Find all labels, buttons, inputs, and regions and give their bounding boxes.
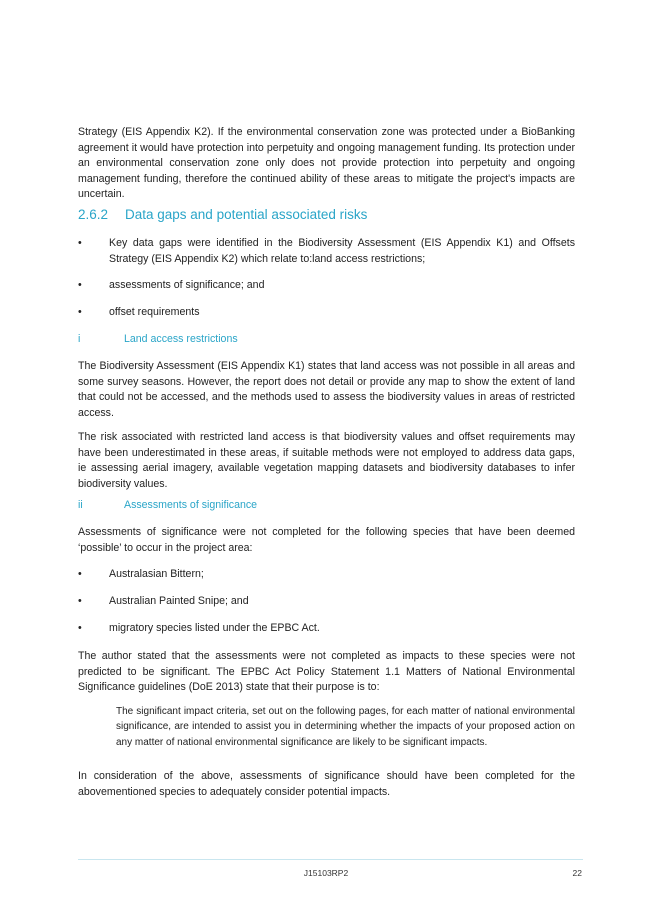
list-item: • Australasian Bittern;	[78, 567, 575, 583]
page-number: 22	[572, 868, 582, 878]
section-title: Data gaps and potential associated risks	[125, 207, 368, 222]
section-number: 2.6.2	[78, 207, 109, 222]
subsection-heading-land-access: i Land access restrictions	[78, 333, 238, 345]
block-quote: The significant impact criteria, set out on the following pages, for each matter of national environmental significance, are intended to assist you in determining whether the impacts of your proposed action on any matter of national environmental significance are likely to be significant impacts.	[116, 706, 575, 748]
list-item: • Australian Painted Snipe; and	[78, 594, 575, 610]
significance-paragraph-1: Assessments of significance were not completed for the following species that have been deemed ‘possible’ to occur in the project area:	[78, 526, 575, 554]
land-access-paragraph-1: The Biodiversity Assessment (EIS Appendix K1) states that land access was not possible in all areas and some survey seasons. However, the report does not detail or provide any map to show the extent of land that could not be accessed, and the methods used to assess the biodiversity values in areas of restricted access.	[78, 360, 575, 419]
significance-paragraph-2: The author stated that the assessments were not completed as impacts to these species were not predicted to be significant. The EPBC Act Policy Statement 1.1 Matters of National Environmental Significance guidelines (DoE 2013) state that their purpose is to:	[78, 650, 575, 694]
bullet-icon: •	[78, 237, 82, 249]
bullet-icon: •	[78, 279, 82, 291]
bullet-icon: •	[78, 622, 82, 634]
section-heading	[78, 207, 367, 222]
list-item: • migratory species listed under the EPBC Act.	[78, 621, 575, 637]
subsection-heading-significance: ii Assessments of significance	[78, 499, 258, 511]
list-item: • assessments of significance; and	[78, 278, 575, 294]
intro-paragraph: Strategy (EIS Appendix K2). If the environmental conservation zone was protected under a BioBanking agreement it would have protection into perpetuity and ongoing management funding. Its protection under an environmental conservation zone only does not provide protection into perpetuity and ongoing management funding, therefore the continued ability of these areas to mitigate the project's impacts are uncertain.	[78, 126, 575, 201]
document-page	[78, 0, 575, 923]
bullet-icon: •	[78, 306, 82, 318]
footer-reference: J15103RP2	[303, 868, 349, 878]
list-item: • Key data gaps were identified in the Biodiversity Assessment (EIS Appendix K1) and Offsets Strategy (EIS Appendix K2) which relate to:land access restrictions;	[78, 237, 575, 265]
footer-divider	[78, 859, 583, 860]
bullet-icon: •	[78, 568, 82, 580]
bullet-icon: •	[78, 595, 82, 607]
conclusion-paragraph: In consideration of the above, assessments of significance should have been completed for the abovementioned species to adequately consider potential impacts.	[78, 770, 575, 798]
list-item: • offset requirements	[78, 305, 575, 321]
land-access-paragraph-2: The risk associated with restricted land access is that biodiversity values and offset requirements may have been underestimated in these areas, if suitable methods were not employed to address data gaps, ie assessing aerial imagery, available vegetation mapping datasets and biodiversity databases to infer biodiversity values.	[78, 431, 575, 490]
